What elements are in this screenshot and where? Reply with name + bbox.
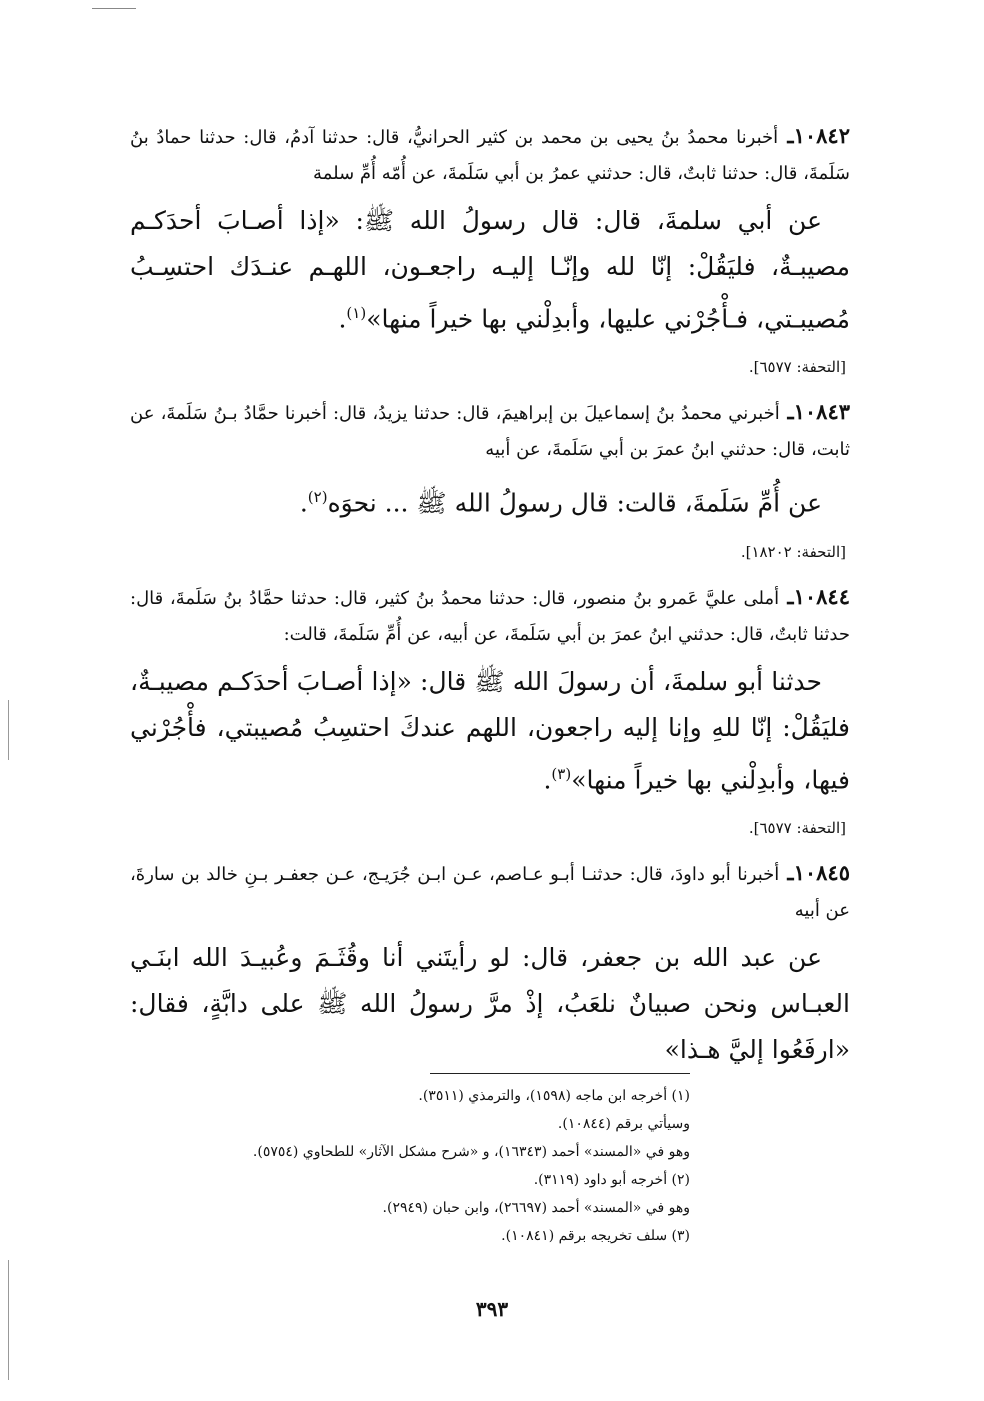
page-body — [130, 118, 850, 1087]
footnote-marker[interactable]: (٣) — [551, 764, 572, 783]
hadith-number: ١٠٨٤٤ — [793, 583, 850, 609]
tuhfa-reference: [التحفة: ١٨٢٠٢]. — [740, 542, 846, 561]
hadith-matn: حدثنا أبو سلمةَ، أن رسولَ الله ﷺ قال: «إذا أصـابَ أحدَكـم مصيبـةٌ، فليَقُلْ: إنّا للهِ وإنا إليه راجعون، اللهم عندكَ احتسِبُ مُصيبتي، فأْجُرْني فيها، وأبدِلْني بها خيراً منها»$^{(٣)}$. — [130, 666, 850, 794]
hadith-10842 — [130, 118, 850, 380]
isnad-text: أخبرنا أبو داودَ، قال: حدثنـا أبـو عـاصم، عـن ابـن جُرَيـج، عـن جعفـر بـنِ خالد بن سارةَ، عن أبيه — [130, 863, 850, 921]
tuhfa-reference: [التحفة: ٦٥٧٧]. — [748, 358, 846, 377]
hadith-matn: عن أبي سلمةَ، قال: قال رسولُ الله ﷺ: «إذا أصـابَ أحدَكـم مصيبـةٌ، فليَقُلْ: إنّا لله وإنّـا إليـه راجعـون، اللهـم عنـدَك احتسِـبُ مُصيبـتي، فـأْجُرْني عليها، وأبدِلْني بها خيراً منها»$^{(١)}$. — [130, 206, 850, 334]
page-number: ٣٩٣ — [475, 1297, 509, 1321]
footnote-line: (٣) سلف تخريجه برقم (١٠٨٤١). — [501, 1228, 690, 1244]
hadith-10843 — [130, 394, 850, 564]
hadith-10844 — [130, 579, 850, 841]
hadith-isnad: ١٠٨٤٤ـ أملى عليَّ عَمرو بنُ منصور، قال: حدثنا محمدُ بنُ كثير، قال: حدثنا حمَّادُ بنُ سَلَمةَ، قال: حدثنا ثابتٌ، قال: حدثني ابنُ عمرَ بن أبي سَلَمةَ، عن أبيه، عن أُمِّ سَلَمةَ، قالت: — [130, 583, 850, 645]
isnad-text: أخبرنا محمدُ بنُ يحيى بن محمد بن كثير الحرانيُّ، قال: حدثنا آدمُ، قال: حدثنا حمادُ بنُ سَلَمةَ، قال: حدثنا ثابتٌ، قال: حدثني عمرُ بن أبي سَلَمةَ، عن أُمّه أُمِّ سلمة — [130, 127, 850, 184]
hadith-isnad: ١٠٨٤٣ـ أخبرني محمدُ بنُ إسماعيلَ بن إبراهيمَ، قال: حدثنا يزيدُ، قال: أخبرنا حمَّادُ بـنُ سَلَمةَ، عن ثابت، قال: حدثني ابنُ عمرَ بن أبي سَلَمةَ، عن أبيه — [130, 399, 851, 461]
footnote-line: (٢) أخرجه أبو داود (٣١١٩). — [533, 1172, 690, 1188]
scan-edge-mark — [8, 700, 9, 760]
isnad-text: أخبرني محمدُ بنُ إسماعيلَ بن إبراهيمَ، قال: حدثنا يزيدُ، قال: أخبرنا حمَّادُ بـنُ سَلَمةَ، عن ثابت، قال: حدثني ابنُ عمرَ بن أبي سَلَمةَ، عن أبيه — [130, 403, 850, 461]
tuhfa-reference: [التحفة: ٦٥٧٧]. — [748, 818, 846, 837]
hadith-number: ١٠٨٤٢ — [793, 123, 850, 148]
isnad-text: أملى عليَّ عَمرو بنُ منصور، قال: حدثنا محمدُ بنُ كثير، قال: حدثنا حمَّادُ بنُ سَلَمةَ، قال: حدثنا ثابتٌ، قال: حدثني ابنُ عمرَ بن أبي سَلَمةَ، عن أبيه، عن أُمِّ سَلَمةَ، قالت: — [130, 587, 850, 645]
top-corner-line — [92, 8, 136, 9]
hadith-matn — [130, 935, 850, 1073]
footnote-line: وهو في «المسند» أحمد (٢٦٦٩٧)، وابن حبان (٢٩٤٩). — [382, 1200, 690, 1216]
hadith-isnad: ١٠٨٤٥ـ أخبرنا أبو داودَ، قال: حدثنـا أبـو عـاصم، عـن ابـن جُرَيـج، عـن جعفـر بـنِ خالد بن سارةَ، عن أبيه — [130, 859, 850, 921]
hadith-number: ١٠٨٤٥ — [793, 859, 850, 885]
hadith-number: ١٠٨٤٣ — [793, 399, 851, 425]
hadith-10845 — [130, 855, 850, 1073]
matn-text: عن أُمِّ سَلَمةَ، قالت: قال رسولُ الله ﷺ ... نحوَه — [327, 488, 822, 518]
footnote-divider — [430, 1073, 690, 1074]
footnote-marker[interactable]: (١) — [346, 304, 367, 322]
hadith-matn: عن أُمِّ سَلَمةَ، قالت: قال رسولُ الله ﷺ ... نحوَه$^{(٢)}$. — [299, 488, 822, 518]
footnote-line: وسيأتي برقم (١٠٨٤٤). — [557, 1116, 690, 1132]
footnotes-section — [130, 1073, 690, 1250]
hadith-isnad: ١٠٨٤٢ـ أخبرنا محمدُ بنُ يحيى بن محمد بن كثير الحرانيُّ، قال: حدثنا آدمُ، قال: حدثنا حمادُ بنُ سَلَمةَ، قال: حدثنا ثابتٌ، قال: حدثني عمرُ بن أبي سَلَمةَ، عن أُمّه أُمِّ سلمة — [130, 123, 850, 184]
footnote-marker[interactable]: (٢) — [307, 488, 328, 507]
footnote-line: وهو في «المسند» أحمد (١٦٣٤٣)، و «شرح مشكل الآثار» للطحاوي (٥٧٥٤). — [252, 1144, 690, 1160]
footnote-line: (١) أخرجه ابن ماجه (١٥٩٨)، والترمذي (٣٥١١). — [418, 1088, 690, 1104]
matn-text: عن عبد الله بن جعفر، قال: لو رأيتَني أنا وقُثَـمَ وعُبيـدَ الله ابنَـي العبـاس ونحن صبيانٌ نلعَبُ، إذْ مرَّ رسولُ الله ﷺ على دابَّةٍ، فقال: «ارفَعُوا إليَّ هـذا» — [130, 942, 850, 1064]
matn-text: حدثنا أبو سلمةَ، أن رسولَ الله ﷺ قال: «إذا أصـابَ أحدَكـم مصيبـةٌ، فليَقُلْ: إنّا للهِ وإنا إليه راجعون، اللهم عندكَ احتسِبُ مُصيبتي، فأْجُرْني فيها، وأبدِلْني بها خيراً منها» — [130, 666, 850, 794]
matn-text: عن أبي سلمةَ، قال: قال رسولُ الله ﷺ: «إذا أصـابَ أحدَكـم مصيبـةٌ، فليَقُلْ: إنّا لله وإنّـا إليـه راجعـون، اللهـم عنـدَك احتسِـبُ مُصيبـتي، فـأْجُرْني عليها، وأبدِلْني بها خيراً منها» — [130, 206, 850, 334]
